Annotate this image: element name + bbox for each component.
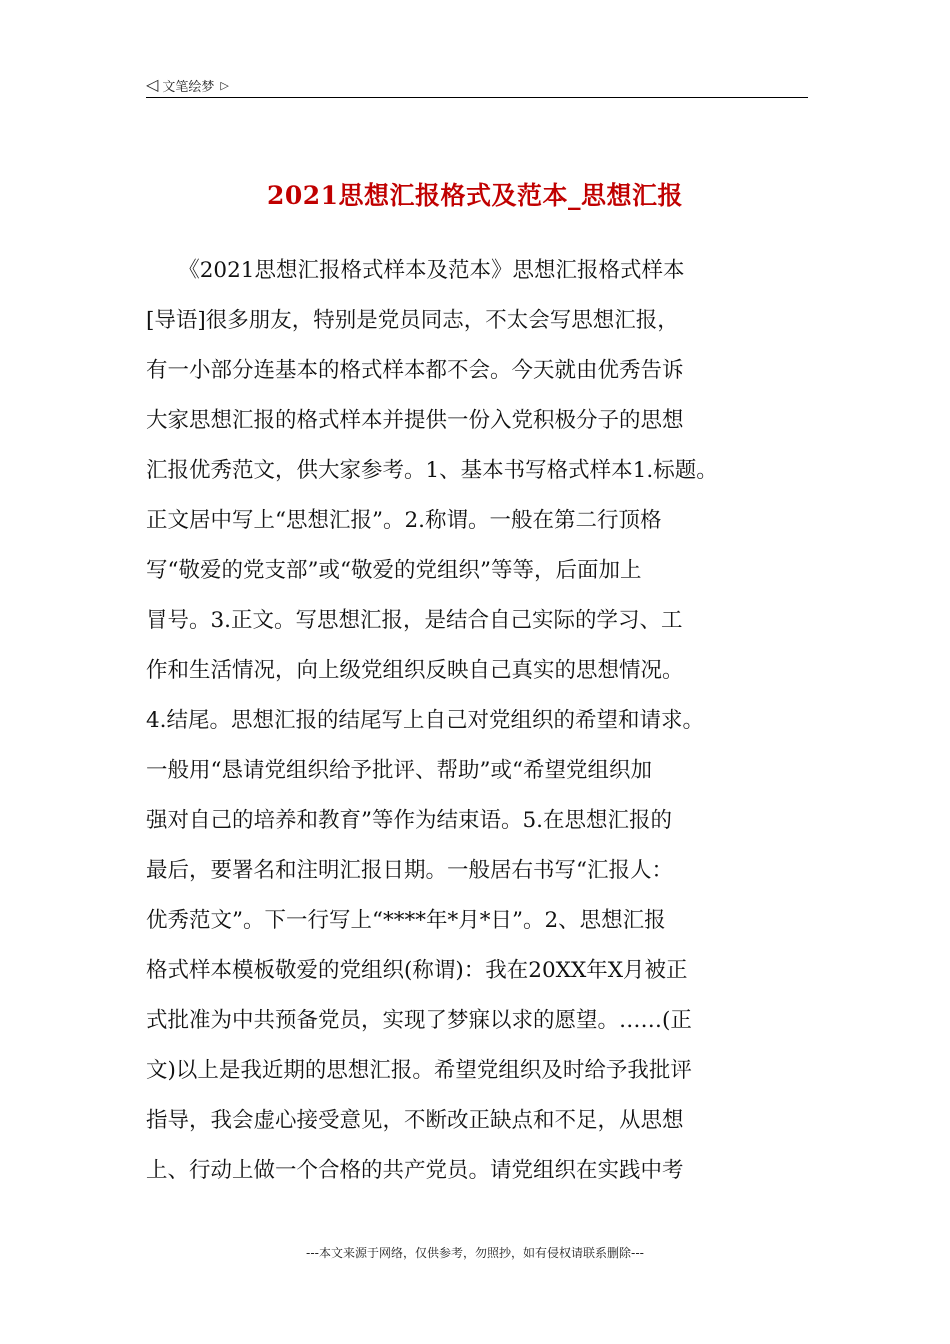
body-line: 最后，要署名和注明汇报日期。一般居右书写“汇报人： xyxy=(146,858,673,883)
body-line: 指导，我会虚心接受意见，不断改正缺点和不足，从思想 xyxy=(146,1108,684,1133)
page-header xyxy=(146,72,806,98)
body-line: 正文居中写上“思想汇报”。2.称谓。一般在第二行顶格 xyxy=(146,508,662,533)
body-line: 上、行动上做一个合格的共产党员。请党组织在实践中考 xyxy=(146,1158,684,1183)
body-line: 一般用“恳请党组织给予批评、帮助”或“希望党组织加 xyxy=(146,758,652,783)
body-line: 汇报优秀范文，供大家参考。1、基本书写格式样本1.标题。 xyxy=(146,458,718,483)
body-line: 《2021思想汇报格式样本及范本》思想汇报格式样本 xyxy=(146,258,685,283)
body-line: 格式样本模板敬爱的党组织(称谓)：我在20XX年X月被正 xyxy=(146,958,688,983)
body-line: 文)以上是我近期的思想汇报。希望党组织及时给予我批评 xyxy=(146,1058,692,1083)
header-brand: 文笔绘梦 xyxy=(162,79,215,95)
body-line: 冒号。3.正文。写思想汇报，是结合自己实际的学习、工 xyxy=(146,608,683,633)
document-title: 2021思想汇报格式及范本_思想汇报 xyxy=(266,181,684,210)
body-line: 强对自己的培养和教育”等作为结束语。5.在思想汇报的 xyxy=(146,808,673,833)
body-line: 有一小部分连基本的格式样本都不会。今天就由优秀告诉 xyxy=(146,358,684,383)
document-body xyxy=(146,246,810,1196)
body-line: 写“敬爱的党支部”或“敬爱的党组织”等等，后面加上 xyxy=(146,558,642,583)
body-line: 作和生活情况，向上级党组织反映自己真实的思想情况。 xyxy=(146,658,684,683)
body-line: [导语]很多朋友，特别是党员同志，不太会写思想汇报， xyxy=(146,308,679,333)
header-divider xyxy=(146,97,808,98)
body-line: 4.结尾。思想汇报的结尾写上自己对党组织的希望和请求。 xyxy=(146,708,705,733)
triangle-right-outline-icon: ▷ xyxy=(220,78,229,92)
body-line: 大家思想汇报的格式样本并提供一份入党积极分子的思想 xyxy=(146,408,684,433)
body-line: 优秀范文”。下一行写上“****年*月*日”。2、思想汇报 xyxy=(146,908,666,933)
triangle-left-outline-icon: ◁ xyxy=(146,75,159,94)
body-line: 式批准为中共预备党员，实现了梦寐以求的愿望。……(正 xyxy=(146,1008,692,1033)
page-footer: ---本文来源于网络，仅供参考，勿照抄，如有侵权请联系删除--- xyxy=(306,1246,644,1260)
